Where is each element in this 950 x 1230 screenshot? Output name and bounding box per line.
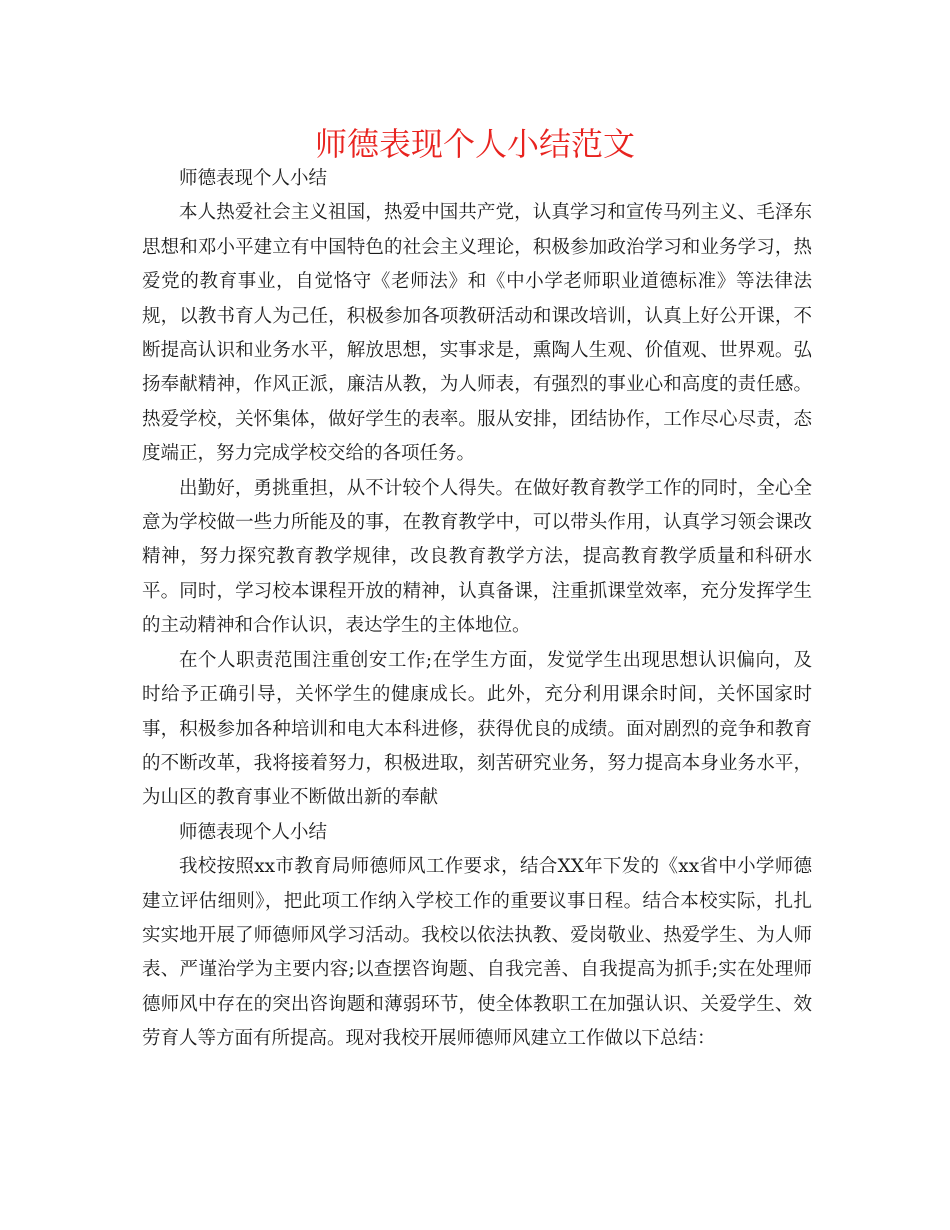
body-paragraph: 本人热爱社会主义祖国，热爱中国共产党，认真学习和宣传马列主义、毛泽东思想和邓小平建立有中国特色的社会主义理论，积极参加政治学习和业务学习，热爱党的教育事业，自觉恪守《老师法》和《中小学老师职业道德标准》等法律法规，以教书育人为己任，积极参加各项教研活动和课改培训，认真上好公开课，不断提高认识和业务水平，解放思想，实事求是，熏陶人生观、价值观、世界观。弘扬奉献精神，作风正派，廉洁从教，为人师表，有强烈的事业心和高度的责任感。热爱学校，关怀集体，做好学生的表率。服从安排，团结协作，工作尽心尽责，态度端正，努力完成学校交给的各项任务。 (142, 202, 812, 465)
body-paragraph: 在个人职责范围注重创安工作;在学生方面，发觉学生出现思想认识偏向，及时给予正确引导，关怀学生的健康成长。此外，充分利用课余时间，关怀国家时事，积极参加各种培训和电大本科进修，获得优良的成绩。面对剧烈的竞争和教育的不断改革，我将接着努力，积极进取，刻苦研究业务，努力提高本身业务水平，为山区的教育事业不断做出新的奉献 (142, 649, 812, 809)
section-heading: 师德表现个人小结 (179, 821, 328, 843)
section-heading: 师德表现个人小结 (179, 168, 328, 189)
body-paragraph: 我校按照xx市教育局师德师风工作要求，结合XX年下发的《xx省中小学师德建立评估细则》，把此项工作纳入学校工作的重要议事日程。结合本校实际，扎扎实实地开展了师德师风学习活动。我校以依法执教、爱岗敬业、热爱学生、为人师表、严谨治学为主要内容;以查摆咨询题、自我完善、自我提高为抓手;实在处理师德师风中存在的突出咨询题和薄弱环节，使全体教职工在加强认识、关爱学生、效劳育人等方面有所提高。现对我校开展师德师风建立工作做以下总结： (142, 856, 812, 1050)
document-title: 师德表现个人小结范文 (314, 125, 635, 163)
document-body (142, 162, 812, 1057)
body-paragraph: 出勤好，勇挑重担，从不计较个人得失。在做好教育教学工作的同时，全心全意为学校做一些力所能及的事，在教育教学中，可以带头作用，认真学习领会课改精神，努力探究教育教学规律，改良教育教学方法，提高教育教学质量和科研水平。同时，学习校本课程开放的精神，认真备课，注重抓课堂效率，充分发挥学生的主动精神和合作认识，表达学生的主体地位。 (142, 477, 812, 637)
